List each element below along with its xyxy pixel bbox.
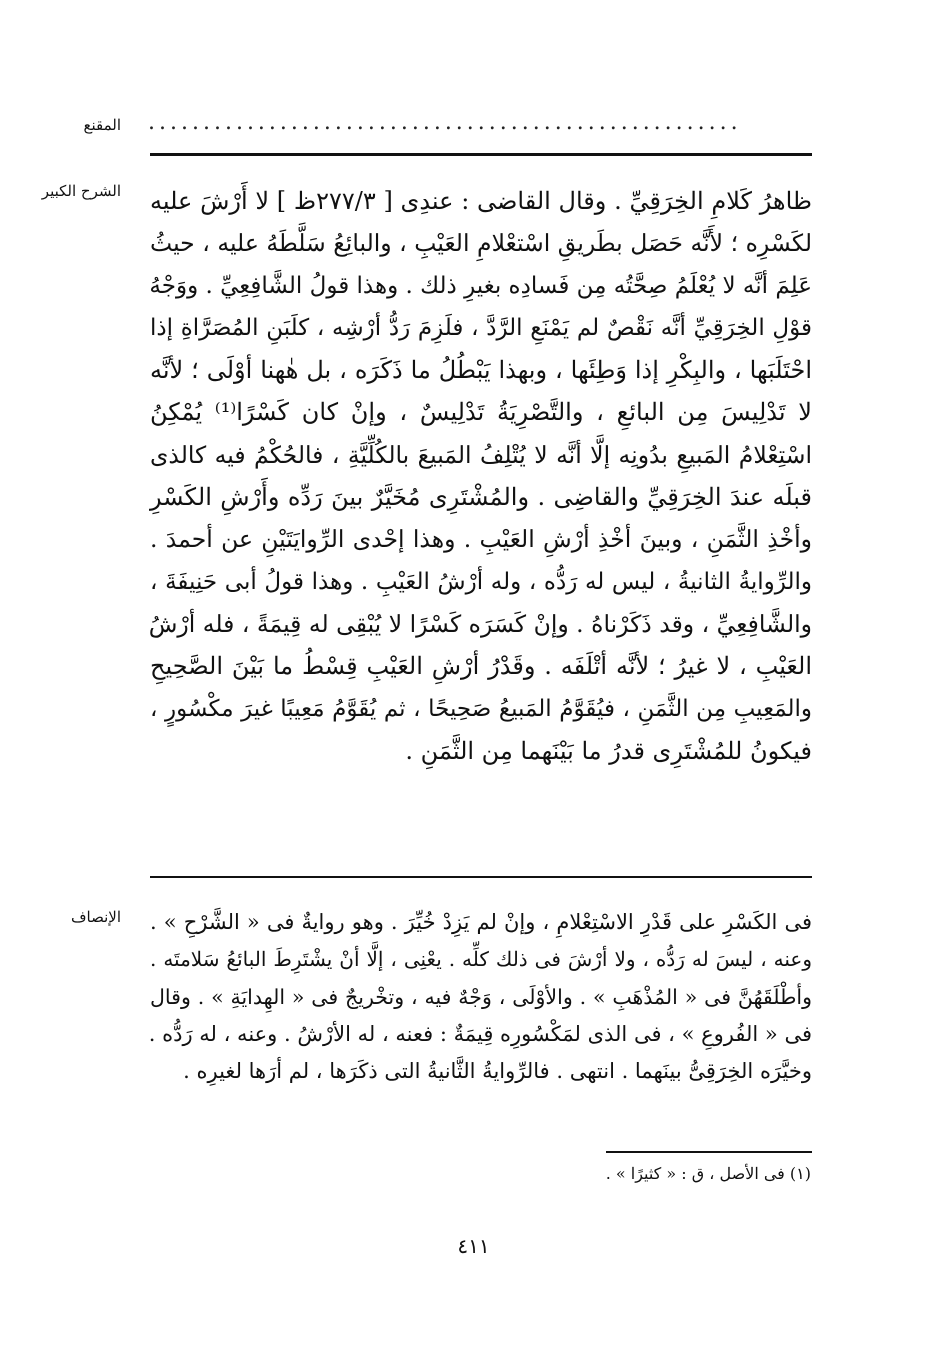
- inset-line: فى « الفُروعِ » ، فى الذى لمَكْسُورِه قِيمَةٌ : فعنه ، له الأرْشُ . وعنه ، له رَدُّه .: [148, 1021, 812, 1046]
- footnote-rule: [606, 1151, 812, 1153]
- main-line: لكَسْرِه ؛ لأَنَّه حَصَل بطَريقِ اسْتعْلامِ العَيْبِ ، والبائِعُ سَلَّطَهُ عليه ، حيثُ: [150, 229, 812, 258]
- header-rule: [150, 153, 812, 156]
- book-title: المقنع: [83, 116, 121, 134]
- main-line: وأخْذِ الثَّمَنِ ، وبينَ أخْذِ أرْشِ العَيْبِ . وهذا إحْدى الرِّوايَتَيْنِ عن أحمدَ .: [150, 525, 812, 554]
- footnote: (١) فى الأصل ، ق : « كثيرًا » .: [605, 1164, 811, 1183]
- inset-side-label: الإنصاف: [70, 908, 121, 926]
- main-line: ظاهرُ كَلامِ الخِرَقِيِّ . وقال القاضى : عندِى [ ٢٧٧/٣ظ ] لا أَرْشَ عليه: [150, 187, 812, 215]
- main-line: والمَعِيبِ مِن الثَّمَنِ ، فيُقَوَّمُ المَبيعُ صَحِيحًا ، ثم يُقَوَّمُ مَعِيبًا غيرَ مكْسُورٍ ،: [150, 695, 812, 722]
- main-line: والشَّافِعِيِّ ، وقد ذَكَرْناهُ . وإنْ كَسَرَه كَسْرًا لا يُبْقِى له قِيمَةً ، فله أرْشُ: [148, 609, 812, 638]
- main-line: والرِّوايةُ الثانيةُ ، ليس له رَدُّه ، وله أرْشُ العَيْبِ . وهذا قولُ أبى حَنِيفَةَ ،: [150, 568, 812, 595]
- main-line: لا تَدْلِيسَ مِن البائعِ ، والتَّصْرِيَةُ تَدْلِيسٌ ، وإنْ كان كَسْرًا⁽¹⁾ يُمْكِنُ: [150, 398, 812, 427]
- main-side-label: الشرح الكبير: [41, 182, 121, 200]
- main-line: اسْتِعْلامُ المَبيعِ بدُونِه إلَّا أنَّه لا يُتْلِفُ المَبيعَ بالكُلِّيَّةِ ، فالحُكْمُ فيه كالذى: [150, 440, 812, 469]
- page-number: ٤١١: [457, 1234, 490, 1258]
- main-line: فيكونُ للمُشْتَرِى قدرُ ما بَيْنَهما مِن الثَّمَنِ .: [405, 736, 812, 765]
- inset-line: وخيَّرَه الخِرَقِىُّ بينَهما . انتهى . فالرِّوايةُ الثَّانيةُ التى ذكَرَها ، لم أرَها لغيرِه .: [183, 1059, 812, 1084]
- main-line: قوْلِ الخِرَقِيِّ أنَّه نَقْصٌ لم يَمْنَعِ الرَّدَّ ، فلَزِمَ رَدُّ أرْشِه ، كلَبَنِ المُصَرَّاةِ إذا: [150, 314, 812, 341]
- main-line: احْتَلَبَها ، والبِكْرِ إذا وَطِئَها ، وبهذا يَبْطُلُ ما ذَكَرَه ، بل هٰهنا أوْلَى ؛ لأنَّه: [150, 356, 812, 385]
- main-line: العَيْبِ ، لا غيرُ ؛ لأنَّه أتْلَفَه . وقَدْرُ أرْشِ العَيْبِ قِسْطُ ما بَيْنَ الصَّحِيحِ: [150, 652, 812, 681]
- main-text: [150, 180, 812, 772]
- inset-line: فى الكَسْرِ على قَدْرِ الاسْتِعْلامِ ، وإنْ لم يَزِدْ خُيِّرَ . وهو روايةٌ فى « الشَّرْحِ » .: [150, 910, 812, 934]
- header-dotted-leader: ......................................................: [148, 110, 742, 135]
- inset-text: [150, 904, 812, 1090]
- inset-line: وعنه ، ليسَ له رَدُّه ، ولا أرْشَ فى ذلك كلِّه . يعْنِى ، إلَّا أنْ يشْتَرِطَ البائعُ سَلامتَه .: [150, 947, 812, 972]
- main-line: عَلِمَ أنَّه لا يُعْلَمُ صِحَّتُه مِن فَسادِه بغيرِ ذلك . وهذا قولُ الشَّافِعِيِّ . ووَجْهُ: [149, 272, 812, 299]
- main-line: قبلَه عندَ الخِرَقِيِّ والقاضِى . والمُشْتَرِى مُخَيَّرٌ بينَ رَدِّه وأَرْشِ الكَسْرِ: [150, 483, 812, 512]
- inset-line: وأطْلَقَهُنَّ فى « المُذْهَبِ » . والأوْلَى ، وَجْهٌ فيه ، وتخْريجٌ فى « الهِدايَةِ » . وقال: [150, 984, 812, 1009]
- section-divider: [150, 876, 812, 878]
